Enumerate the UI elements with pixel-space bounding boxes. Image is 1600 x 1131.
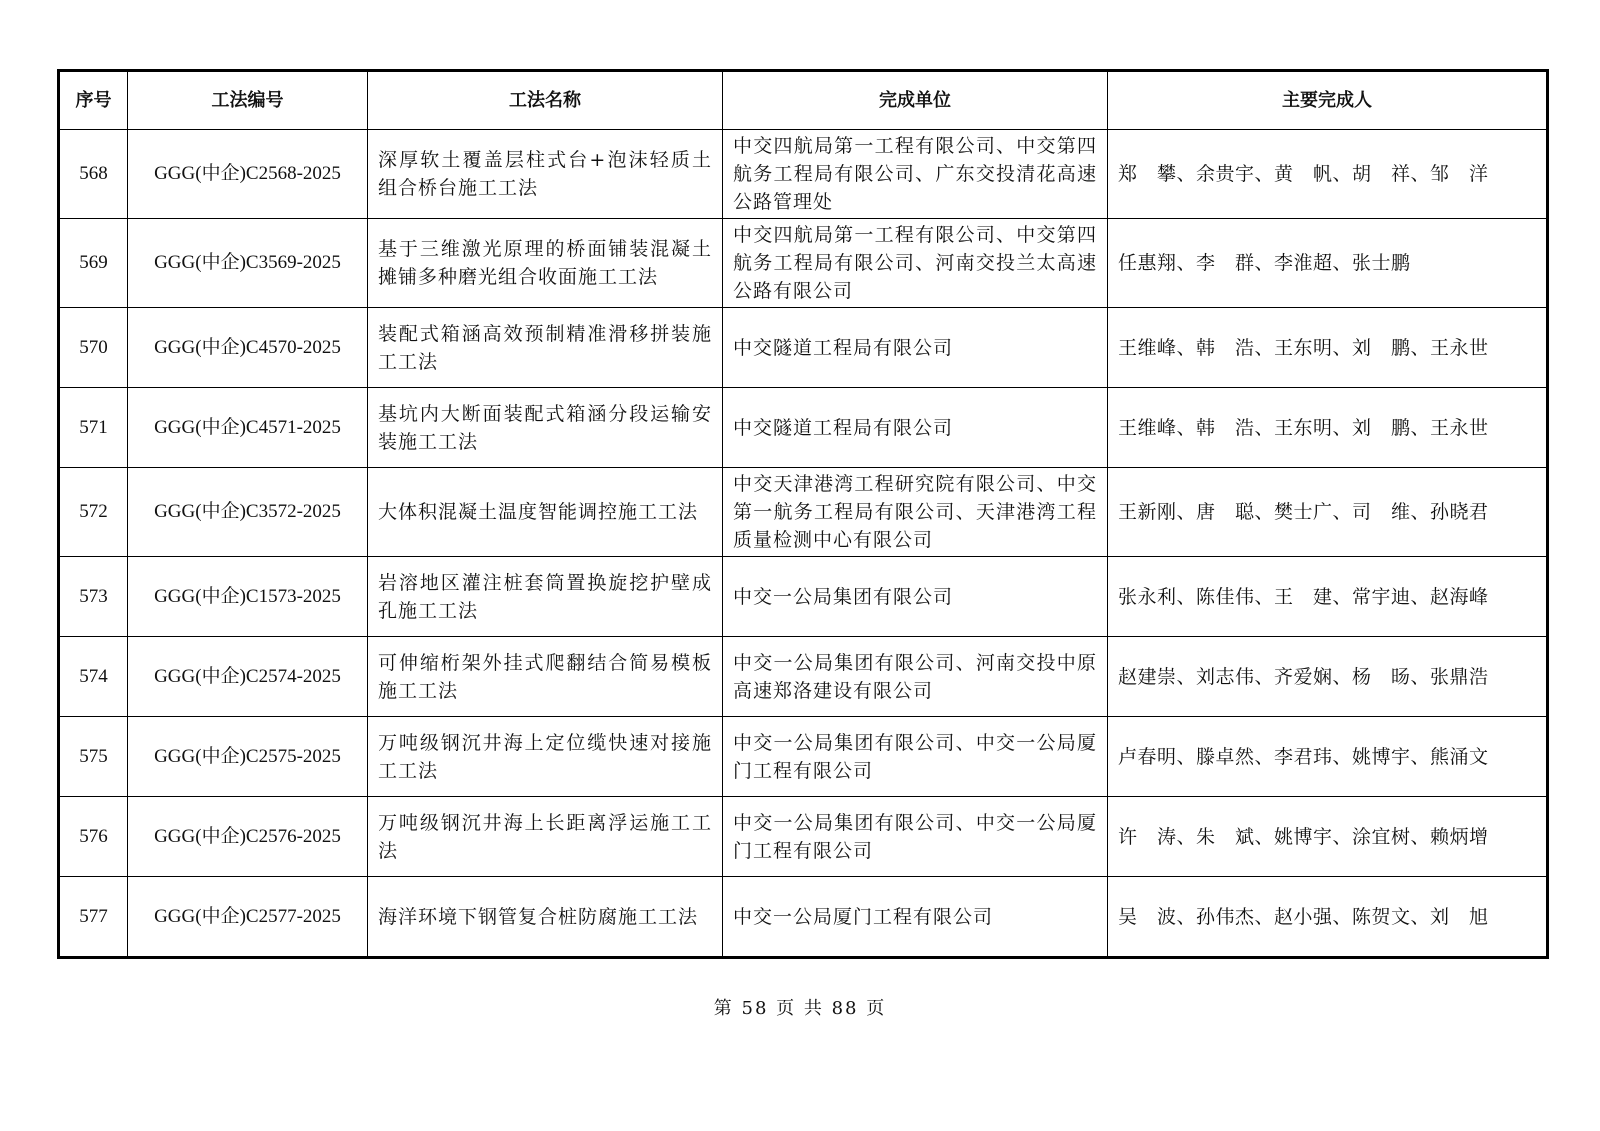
cell-code: GGG(中企)C2575-2025: [128, 717, 368, 797]
page-number: 第 58 页 共 88 页: [713, 998, 887, 1019]
header-unit: 完成单位: [723, 71, 1108, 130]
cell-unit: 中交一公局集团有限公司、河南交投中原高速郑洛建设有限公司: [723, 637, 1108, 717]
cell-code: GGG(中企)C3572-2025: [128, 468, 368, 557]
cell-seq: 568: [59, 130, 128, 219]
table-row: [59, 219, 1548, 308]
cell-code: GGG(中企)C2577-2025: [128, 877, 368, 958]
cell-name: 大体积混凝土温度智能调控施工工法: [368, 468, 723, 557]
table-row: [59, 717, 1548, 797]
table-row: [59, 877, 1548, 958]
cell-people: 张永利、陈佳伟、王 建、常宇迪、赵海峰: [1108, 557, 1548, 637]
cell-unit: 中交隧道工程局有限公司: [723, 308, 1108, 388]
cell-seq: 574: [59, 637, 128, 717]
cell-seq: 569: [59, 219, 128, 308]
cell-code: GGG(中企)C2568-2025: [128, 130, 368, 219]
cell-code: GGG(中企)C2576-2025: [128, 797, 368, 877]
cell-name: 深厚软土覆盖层柱式台+泡沫轻质土组合桥台施工工法: [368, 130, 723, 219]
table-header-row: [59, 71, 1548, 130]
cell-seq: 575: [59, 717, 128, 797]
cell-name: 可伸缩桁架外挂式爬翻结合简易模板施工工法: [368, 637, 723, 717]
table-row: [59, 130, 1548, 219]
methods-table: [57, 69, 1549, 959]
table-row: [59, 557, 1548, 637]
table-row: [59, 308, 1548, 388]
cell-code: GGG(中企)C3569-2025: [128, 219, 368, 308]
cell-name: 海洋环境下钢管复合桩防腐施工工法: [368, 877, 723, 958]
cell-seq: 571: [59, 388, 128, 468]
cell-people: 王新刚、唐 聪、樊士广、司 维、孙晓君: [1108, 468, 1548, 557]
cell-unit: 中交一公局厦门工程有限公司: [723, 877, 1108, 958]
cell-name: 基坑内大断面装配式箱涵分段运输安装施工工法: [368, 388, 723, 468]
cell-people: 卢春明、滕卓然、李君玮、姚博宇、熊涌文: [1108, 717, 1548, 797]
cell-name: 岩溶地区灌注桩套筒置换旋挖护壁成孔施工工法: [368, 557, 723, 637]
cell-code: GGG(中企)C1573-2025: [128, 557, 368, 637]
cell-name: 万吨级钢沉井海上定位缆快速对接施工工法: [368, 717, 723, 797]
header-seq: 序号: [59, 71, 128, 130]
cell-unit: 中交一公局集团有限公司、中交一公局厦门工程有限公司: [723, 797, 1108, 877]
cell-unit: 中交四航局第一工程有限公司、中交第四航务工程局有限公司、河南交投兰太高速公路有限公司: [723, 219, 1108, 308]
cell-name: 装配式箱涵高效预制精准滑移拼装施工工法: [368, 308, 723, 388]
cell-people: 赵建崇、刘志伟、齐爱娴、杨 旸、张鼎浩: [1108, 637, 1548, 717]
cell-seq: 572: [59, 468, 128, 557]
cell-seq: 570: [59, 308, 128, 388]
cell-seq: 577: [59, 877, 128, 958]
cell-people: 王维峰、韩 浩、王东明、刘 鹏、王永世: [1108, 388, 1548, 468]
table-row: [59, 468, 1548, 557]
cell-people: 许 涛、朱 斌、姚博宇、涂宜树、赖炳增: [1108, 797, 1548, 877]
cell-code: GGG(中企)C4571-2025: [128, 388, 368, 468]
cell-people: 吴 波、孙伟杰、赵小强、陈贺文、刘 旭: [1108, 877, 1548, 958]
cell-seq: 576: [59, 797, 128, 877]
cell-unit: 中交四航局第一工程有限公司、中交第四航务工程局有限公司、广东交投清花高速公路管理处: [723, 130, 1108, 219]
cell-people: 郑 攀、余贵宇、黄 帆、胡 祥、邹 洋: [1108, 130, 1548, 219]
cell-unit: 中交一公局集团有限公司: [723, 557, 1108, 637]
cell-code: GGG(中企)C4570-2025: [128, 308, 368, 388]
header-name: 工法名称: [368, 71, 723, 130]
header-people: 主要完成人: [1108, 71, 1548, 130]
table-row: [59, 637, 1548, 717]
cell-unit: 中交天津港湾工程研究院有限公司、中交第一航务工程局有限公司、天津港湾工程质量检测中心有限公司: [723, 468, 1108, 557]
header-code: 工法编号: [128, 71, 368, 130]
cell-unit: 中交一公局集团有限公司、中交一公局厦门工程有限公司: [723, 717, 1108, 797]
cell-code: GGG(中企)C2574-2025: [128, 637, 368, 717]
table-row: [59, 388, 1548, 468]
cell-seq: 573: [59, 557, 128, 637]
cell-people: 任惠翔、李 群、李淮超、张士鹏: [1108, 219, 1548, 308]
cell-people: 王维峰、韩 浩、王东明、刘 鹏、王永世: [1108, 308, 1548, 388]
cell-name: 基于三维激光原理的桥面铺装混凝土摊铺多种磨光组合收面施工工法: [368, 219, 723, 308]
cell-unit: 中交隧道工程局有限公司: [723, 388, 1108, 468]
table-row: [59, 797, 1548, 877]
cell-name: 万吨级钢沉井海上长距离浮运施工工法: [368, 797, 723, 877]
